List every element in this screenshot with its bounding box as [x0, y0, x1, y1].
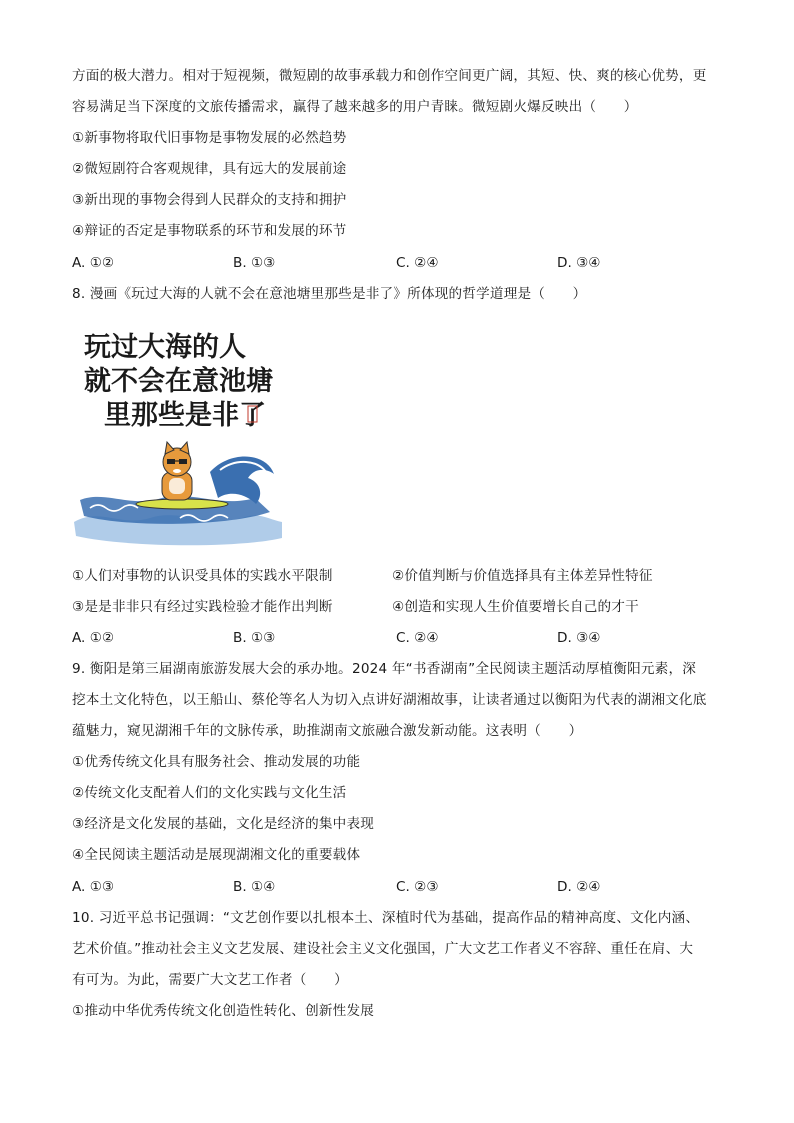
- statement-2: ②传统文化支配着人们的文化实践与文化生活: [72, 785, 347, 801]
- statement-3: ③经济是文化发展的基础，文化是经济的集中表现: [72, 816, 375, 832]
- question-9-stem: 9. 衡阳是第三届湖南旅游发展大会的承办地。2024 年“书香湖南”全民阅读主题活动厚植衡阳元素，深: [72, 661, 697, 677]
- option-a: A. ①③: [72, 879, 115, 895]
- statement-1: ①新事物将取代旧事物是事物发展的必然趋势: [72, 130, 347, 146]
- option-d: D. ②④: [557, 879, 601, 895]
- option-b: B. ①④: [233, 879, 276, 895]
- paragraph-line: 容易满足当下深度的文旅传播需求，赢得了越来越多的用户青睐。微短剧火爆反映出（ ）: [72, 99, 638, 115]
- statement-4: ④全民阅读主题活动是展现湖湘文化的重要载体: [72, 847, 361, 863]
- cat-icon: [162, 442, 192, 500]
- option-c: C. ②③: [396, 879, 439, 895]
- statement-1: ①优秀传统文化具有服务社会、推动发展的功能: [72, 754, 361, 770]
- options-row: [0, 628, 794, 648]
- paragraph-line: 艺术价值。”推动社会主义文艺发展、建设社会主义文化强国，广大文艺工作者义不容辞、重任在肩、大: [72, 941, 694, 957]
- cartoon-title-line: 就不会在意池塘: [84, 366, 273, 397]
- option-d: D. ③④: [557, 630, 601, 646]
- paragraph-line: 方面的极大潜力。相对于短视频，微短剧的故事承载力和创作空间更广阔，其短、快、爽的核心优势，更: [72, 68, 707, 84]
- option-b: B. ①③: [233, 630, 276, 646]
- option-c: C. ②④: [396, 255, 439, 271]
- option-c: C. ②④: [396, 630, 439, 646]
- options-row: [0, 253, 794, 273]
- statement-1: ①人们对事物的认识受具体的实践水平限制: [72, 568, 333, 584]
- option-a: A. ①②: [72, 630, 115, 646]
- paragraph-line: 挖本土文化特色，以王船山、蔡伦等名人为切入点讲好湖湘故事，让读者通过以衡阳为代表的湖湘文化底: [72, 692, 707, 708]
- cartoon-title-line: 里那些是非了: [104, 400, 266, 431]
- statement-4: ④辩证的否定是事物联系的环节和发展的环节: [72, 223, 347, 239]
- paragraph-line: 蕴魅力，窥见湖湘千年的文脉传承，助推湖南文旅融合激发新动能。这表明（ ）: [72, 723, 583, 739]
- cartoon-title-line: 玩过大海的人: [84, 332, 246, 363]
- statement-1: ①推动中华优秀传统文化创造性转化、创新性发展: [72, 1003, 375, 1019]
- question-10-stem: 10. 习近平总书记强调：“文艺创作要以扎根本土、深植时代为基础，提高作品的精神高度、文化内涵、: [72, 910, 700, 926]
- options-row: [0, 877, 794, 897]
- statement-2: ②价值判断与价值选择具有主体差异性特征: [392, 568, 653, 584]
- option-b: B. ①③: [233, 255, 276, 271]
- statement-2: ②微短剧符合客观规律，具有远大的发展前途: [72, 161, 347, 177]
- option-a: A. ①②: [72, 255, 115, 271]
- statement-3: ③新出现的事物会得到人民群众的支持和拥护: [72, 192, 347, 208]
- cartoon-illustration: [70, 322, 285, 550]
- statement-3: ③是是非非只有经过实践检验才能作出判断: [72, 599, 333, 615]
- statement-4: ④创造和实现人生价值要增长自己的才干: [392, 599, 639, 615]
- option-d: D. ③④: [557, 255, 601, 271]
- question-8-stem: 8. 漫画《玩过大海的人就不会在意池塘里那些是非了》所体现的哲学道理是（ ）: [72, 286, 587, 302]
- paragraph-line: 有可为。为此，需要广大文艺工作者（ ）: [72, 972, 348, 988]
